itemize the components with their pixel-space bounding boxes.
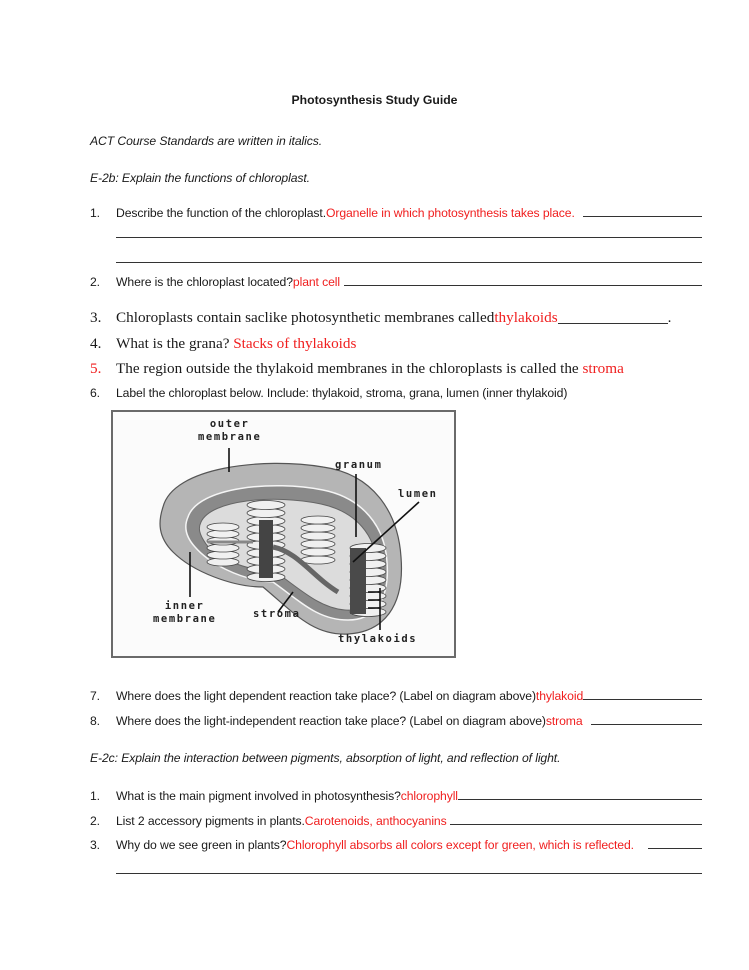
answer-text: stroma — [582, 360, 624, 377]
label-lumen: lumen — [398, 488, 438, 500]
question-text: Why do we see green in plants? — [116, 838, 287, 852]
question-number: 4. — [90, 335, 102, 352]
pigment-question-2 — [90, 814, 702, 828]
pigment-question-3 — [90, 838, 702, 852]
answer-text: thylakoids — [494, 309, 558, 326]
label-inner-membrane — [153, 600, 216, 626]
question-number: 2. — [90, 275, 100, 289]
answer-text: thylakoid — [535, 689, 584, 703]
answer-blank[interactable] — [583, 699, 702, 700]
standard-e2b: E-2b: Explain the functions of chloroplast. — [90, 171, 310, 185]
label-inner: inner — [164, 600, 205, 612]
label-outer-membrane — [198, 418, 261, 444]
answer-blank[interactable] — [591, 724, 702, 725]
answer-line[interactable] — [116, 237, 702, 238]
question-text: Chloroplasts contain saclike photosynthetic membranes called — [116, 309, 495, 326]
question-text: Describe the function of the chloroplast. — [116, 206, 326, 220]
page-title: Photosynthesis Study Guide — [291, 93, 458, 107]
answer-text: chlorophyll — [400, 789, 458, 803]
question-text: Label the chloroplast below. Include: thylakoid, stroma, grana, lumen (inner thylakoid) — [116, 386, 568, 400]
question-number: 2. — [90, 814, 100, 828]
question-4 — [90, 335, 356, 353]
question-8 — [90, 714, 702, 728]
question-number: 1. — [90, 789, 100, 803]
answer-text: Stacks of thylakoids — [233, 335, 357, 352]
answer-line[interactable] — [116, 262, 702, 263]
question-text: What is the grana? — [116, 335, 234, 352]
question-number: 3. — [90, 838, 100, 852]
pigment-question-1 — [90, 789, 702, 803]
question-2 — [90, 275, 702, 289]
question-number: 3. — [90, 309, 102, 326]
answer-text: stroma — [545, 714, 583, 728]
question-number: 7. — [90, 689, 100, 703]
answer-blank[interactable] — [558, 323, 668, 324]
answer-line[interactable] — [116, 873, 702, 874]
label-outer: outer — [209, 418, 250, 430]
answer-blank[interactable] — [648, 848, 702, 849]
question-text: The region outside the thylakoid membranes in the chloroplasts is called the — [116, 360, 583, 377]
question-5 — [90, 360, 624, 378]
answer-blank[interactable] — [344, 285, 702, 286]
question-text: Where does the light dependent reaction take place? (Label on diagram above) — [116, 689, 536, 703]
label-stroma: stroma — [253, 608, 301, 620]
label-granum: granum — [335, 459, 383, 471]
question-3 — [90, 309, 671, 327]
question-1 — [90, 206, 702, 220]
question-text: Where does the light-independent reaction take place? (Label on diagram above) — [116, 714, 546, 728]
question-6 — [90, 386, 567, 400]
label-thylakoids: thylakoids — [338, 633, 418, 645]
answer-text: Carotenoids, anthocyanins — [304, 814, 447, 828]
question-text: What is the main pigment involved in photosynthesis? — [116, 789, 401, 803]
question-number: 1. — [90, 206, 100, 220]
answer-text: plant cell — [292, 275, 341, 289]
question-7 — [90, 689, 702, 703]
intro-note: ACT Course Standards are written in italics. — [90, 134, 322, 148]
question-text: Where is the chloroplast located? — [116, 275, 293, 289]
period: . — [667, 309, 672, 326]
answer-text: Chlorophyll absorbs all colors except for green, which is reflected. — [286, 838, 634, 852]
question-number: 5. — [90, 360, 102, 377]
chloroplast-diagram — [111, 410, 456, 658]
answer-blank[interactable] — [583, 216, 702, 217]
question-number: 8. — [90, 714, 100, 728]
label-membrane: membrane — [153, 613, 217, 625]
answer-blank[interactable] — [450, 824, 702, 825]
answer-blank[interactable] — [458, 799, 702, 800]
label-membrane: membrane — [198, 431, 262, 443]
question-number: 6. — [90, 386, 100, 400]
question-text: List 2 accessory pigments in plants. — [116, 814, 305, 828]
answer-text: Organelle in which photosynthesis takes place. — [325, 206, 575, 220]
standard-e2c: E-2c: Explain the interaction between pigments, absorption of light, and reflection of light. — [90, 751, 561, 765]
